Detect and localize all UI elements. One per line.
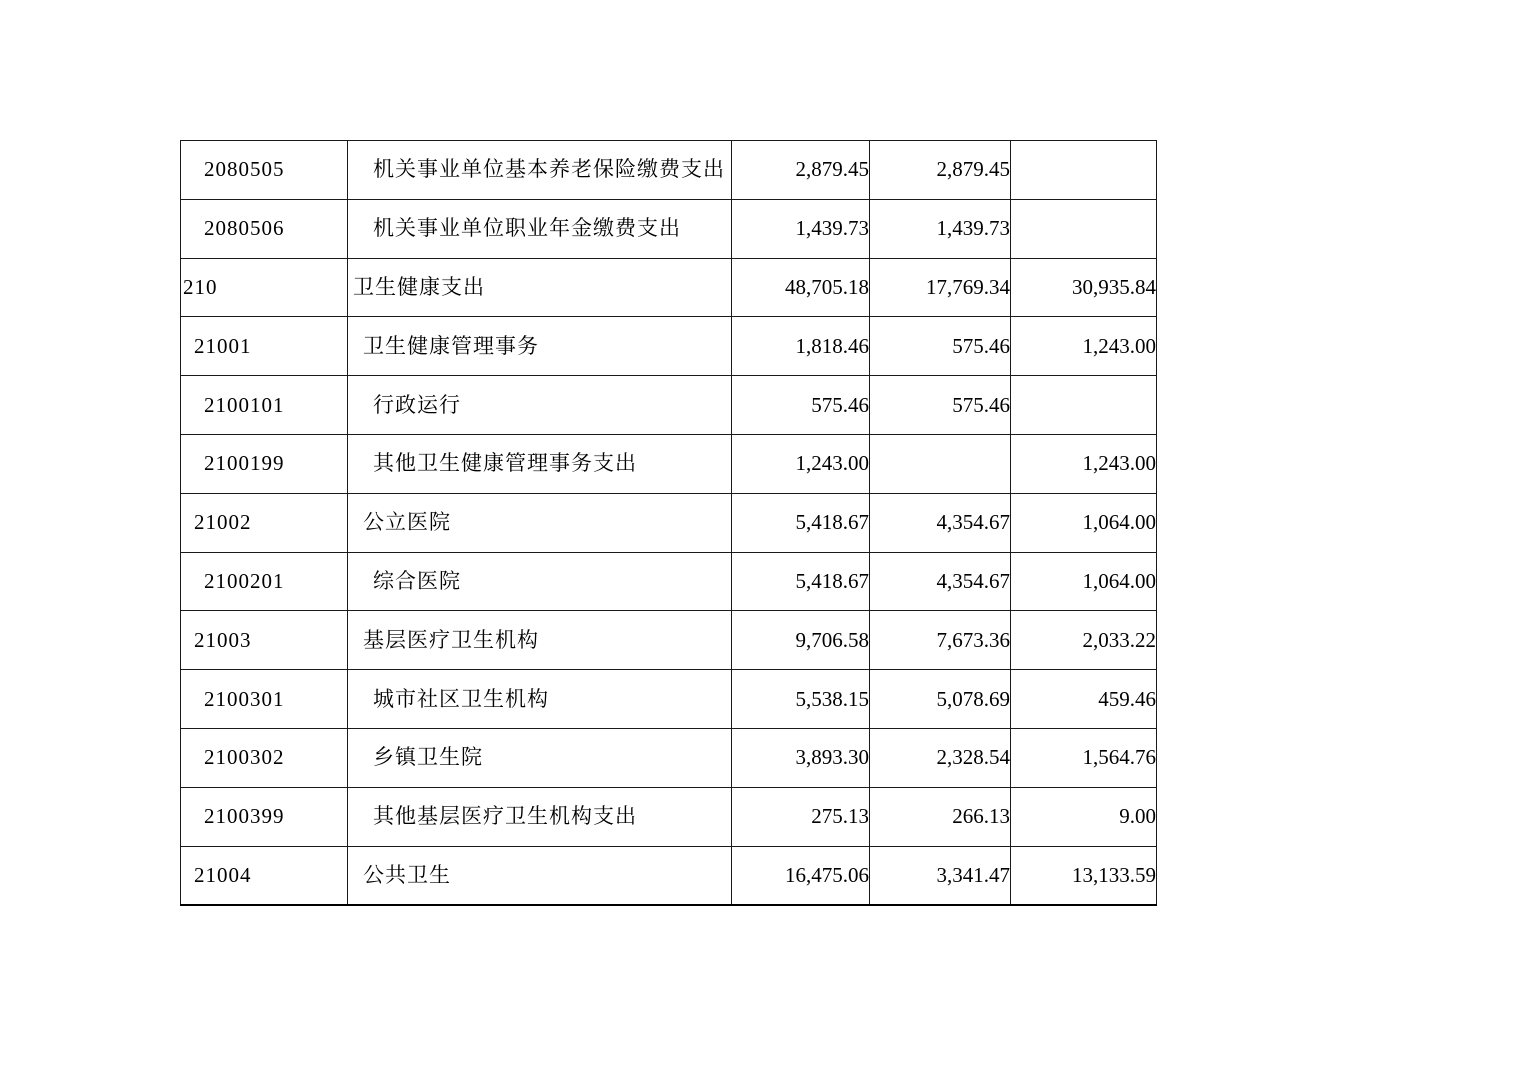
amount-cell-1: 5,418.67 bbox=[732, 552, 870, 611]
code-cell: 2100199 bbox=[181, 434, 348, 493]
table-row bbox=[181, 787, 1157, 846]
amount-cell-3: 2,033.22 bbox=[1011, 611, 1157, 670]
amount-cell-3: 1,243.00 bbox=[1011, 434, 1157, 493]
amount-cell-3 bbox=[1011, 141, 1157, 200]
code-cell: 2080506 bbox=[181, 199, 348, 258]
name-cell: 其他卫生健康管理事务支出 bbox=[348, 434, 732, 493]
code-cell: 21002 bbox=[181, 493, 348, 552]
amount-cell-3 bbox=[1011, 199, 1157, 258]
amount-cell-3: 1,243.00 bbox=[1011, 317, 1157, 376]
code-cell: 2100301 bbox=[181, 670, 348, 729]
name-cell: 公立医院 bbox=[348, 493, 732, 552]
amount-cell-1: 5,418.67 bbox=[732, 493, 870, 552]
table-row bbox=[181, 376, 1157, 435]
code-cell: 2080505 bbox=[181, 141, 348, 200]
table-row bbox=[181, 611, 1157, 670]
amount-cell-3: 13,133.59 bbox=[1011, 846, 1157, 905]
amount-cell-3: 1,064.00 bbox=[1011, 552, 1157, 611]
budget-expenditure-table bbox=[180, 140, 1157, 906]
amount-cell-3 bbox=[1011, 376, 1157, 435]
name-cell: 城市社区卫生机构 bbox=[348, 670, 732, 729]
amount-cell-1: 5,538.15 bbox=[732, 670, 870, 729]
amount-cell-3: 459.46 bbox=[1011, 670, 1157, 729]
table-row bbox=[181, 552, 1157, 611]
amount-cell-2: 2,879.45 bbox=[870, 141, 1011, 200]
name-cell: 综合医院 bbox=[348, 552, 732, 611]
table-row bbox=[181, 728, 1157, 787]
name-cell: 行政运行 bbox=[348, 376, 732, 435]
table-row bbox=[181, 199, 1157, 258]
amount-cell-1: 16,475.06 bbox=[732, 846, 870, 905]
amount-cell-1: 1,818.46 bbox=[732, 317, 870, 376]
amount-cell-2: 2,328.54 bbox=[870, 728, 1011, 787]
name-cell: 卫生健康管理事务 bbox=[348, 317, 732, 376]
code-cell: 2100201 bbox=[181, 552, 348, 611]
amount-cell-3: 9.00 bbox=[1011, 787, 1157, 846]
code-cell: 2100302 bbox=[181, 728, 348, 787]
amount-cell-3: 30,935.84 bbox=[1011, 258, 1157, 317]
name-cell: 基层医疗卫生机构 bbox=[348, 611, 732, 670]
code-cell: 21003 bbox=[181, 611, 348, 670]
table-row bbox=[181, 846, 1157, 905]
name-cell: 机关事业单位基本养老保险缴费支出 bbox=[348, 141, 732, 200]
amount-cell-1: 9,706.58 bbox=[732, 611, 870, 670]
code-cell: 2100101 bbox=[181, 376, 348, 435]
amount-cell-2: 4,354.67 bbox=[870, 493, 1011, 552]
amount-cell-2: 266.13 bbox=[870, 787, 1011, 846]
amount-cell-1: 1,439.73 bbox=[732, 199, 870, 258]
amount-cell-3: 1,564.76 bbox=[1011, 728, 1157, 787]
amount-cell-2: 4,354.67 bbox=[870, 552, 1011, 611]
name-cell: 机关事业单位职业年金缴费支出 bbox=[348, 199, 732, 258]
amount-cell-1: 48,705.18 bbox=[732, 258, 870, 317]
amount-cell-1: 3,893.30 bbox=[732, 728, 870, 787]
amount-cell-2: 17,769.34 bbox=[870, 258, 1011, 317]
amount-cell-2: 575.46 bbox=[870, 317, 1011, 376]
amount-cell-2: 5,078.69 bbox=[870, 670, 1011, 729]
table-body bbox=[181, 141, 1157, 905]
amount-cell-2: 7,673.36 bbox=[870, 611, 1011, 670]
code-cell: 2100399 bbox=[181, 787, 348, 846]
table-row bbox=[181, 258, 1157, 317]
table-row bbox=[181, 434, 1157, 493]
amount-cell-1: 275.13 bbox=[732, 787, 870, 846]
amount-cell-2: 575.46 bbox=[870, 376, 1011, 435]
amount-cell-1: 575.46 bbox=[732, 376, 870, 435]
table-row bbox=[181, 493, 1157, 552]
table-row bbox=[181, 317, 1157, 376]
code-cell: 210 bbox=[181, 258, 348, 317]
code-cell: 21001 bbox=[181, 317, 348, 376]
amount-cell-2: 1,439.73 bbox=[870, 199, 1011, 258]
amount-cell-3: 1,064.00 bbox=[1011, 493, 1157, 552]
name-cell: 其他基层医疗卫生机构支出 bbox=[348, 787, 732, 846]
table-row bbox=[181, 670, 1157, 729]
name-cell: 公共卫生 bbox=[348, 846, 732, 905]
amount-cell-1: 1,243.00 bbox=[732, 434, 870, 493]
name-cell: 乡镇卫生院 bbox=[348, 728, 732, 787]
code-cell: 21004 bbox=[181, 846, 348, 905]
amount-cell-1: 2,879.45 bbox=[732, 141, 870, 200]
name-cell: 卫生健康支出 bbox=[348, 258, 732, 317]
amount-cell-2: 3,341.47 bbox=[870, 846, 1011, 905]
table-row bbox=[181, 141, 1157, 200]
amount-cell-2 bbox=[870, 434, 1011, 493]
